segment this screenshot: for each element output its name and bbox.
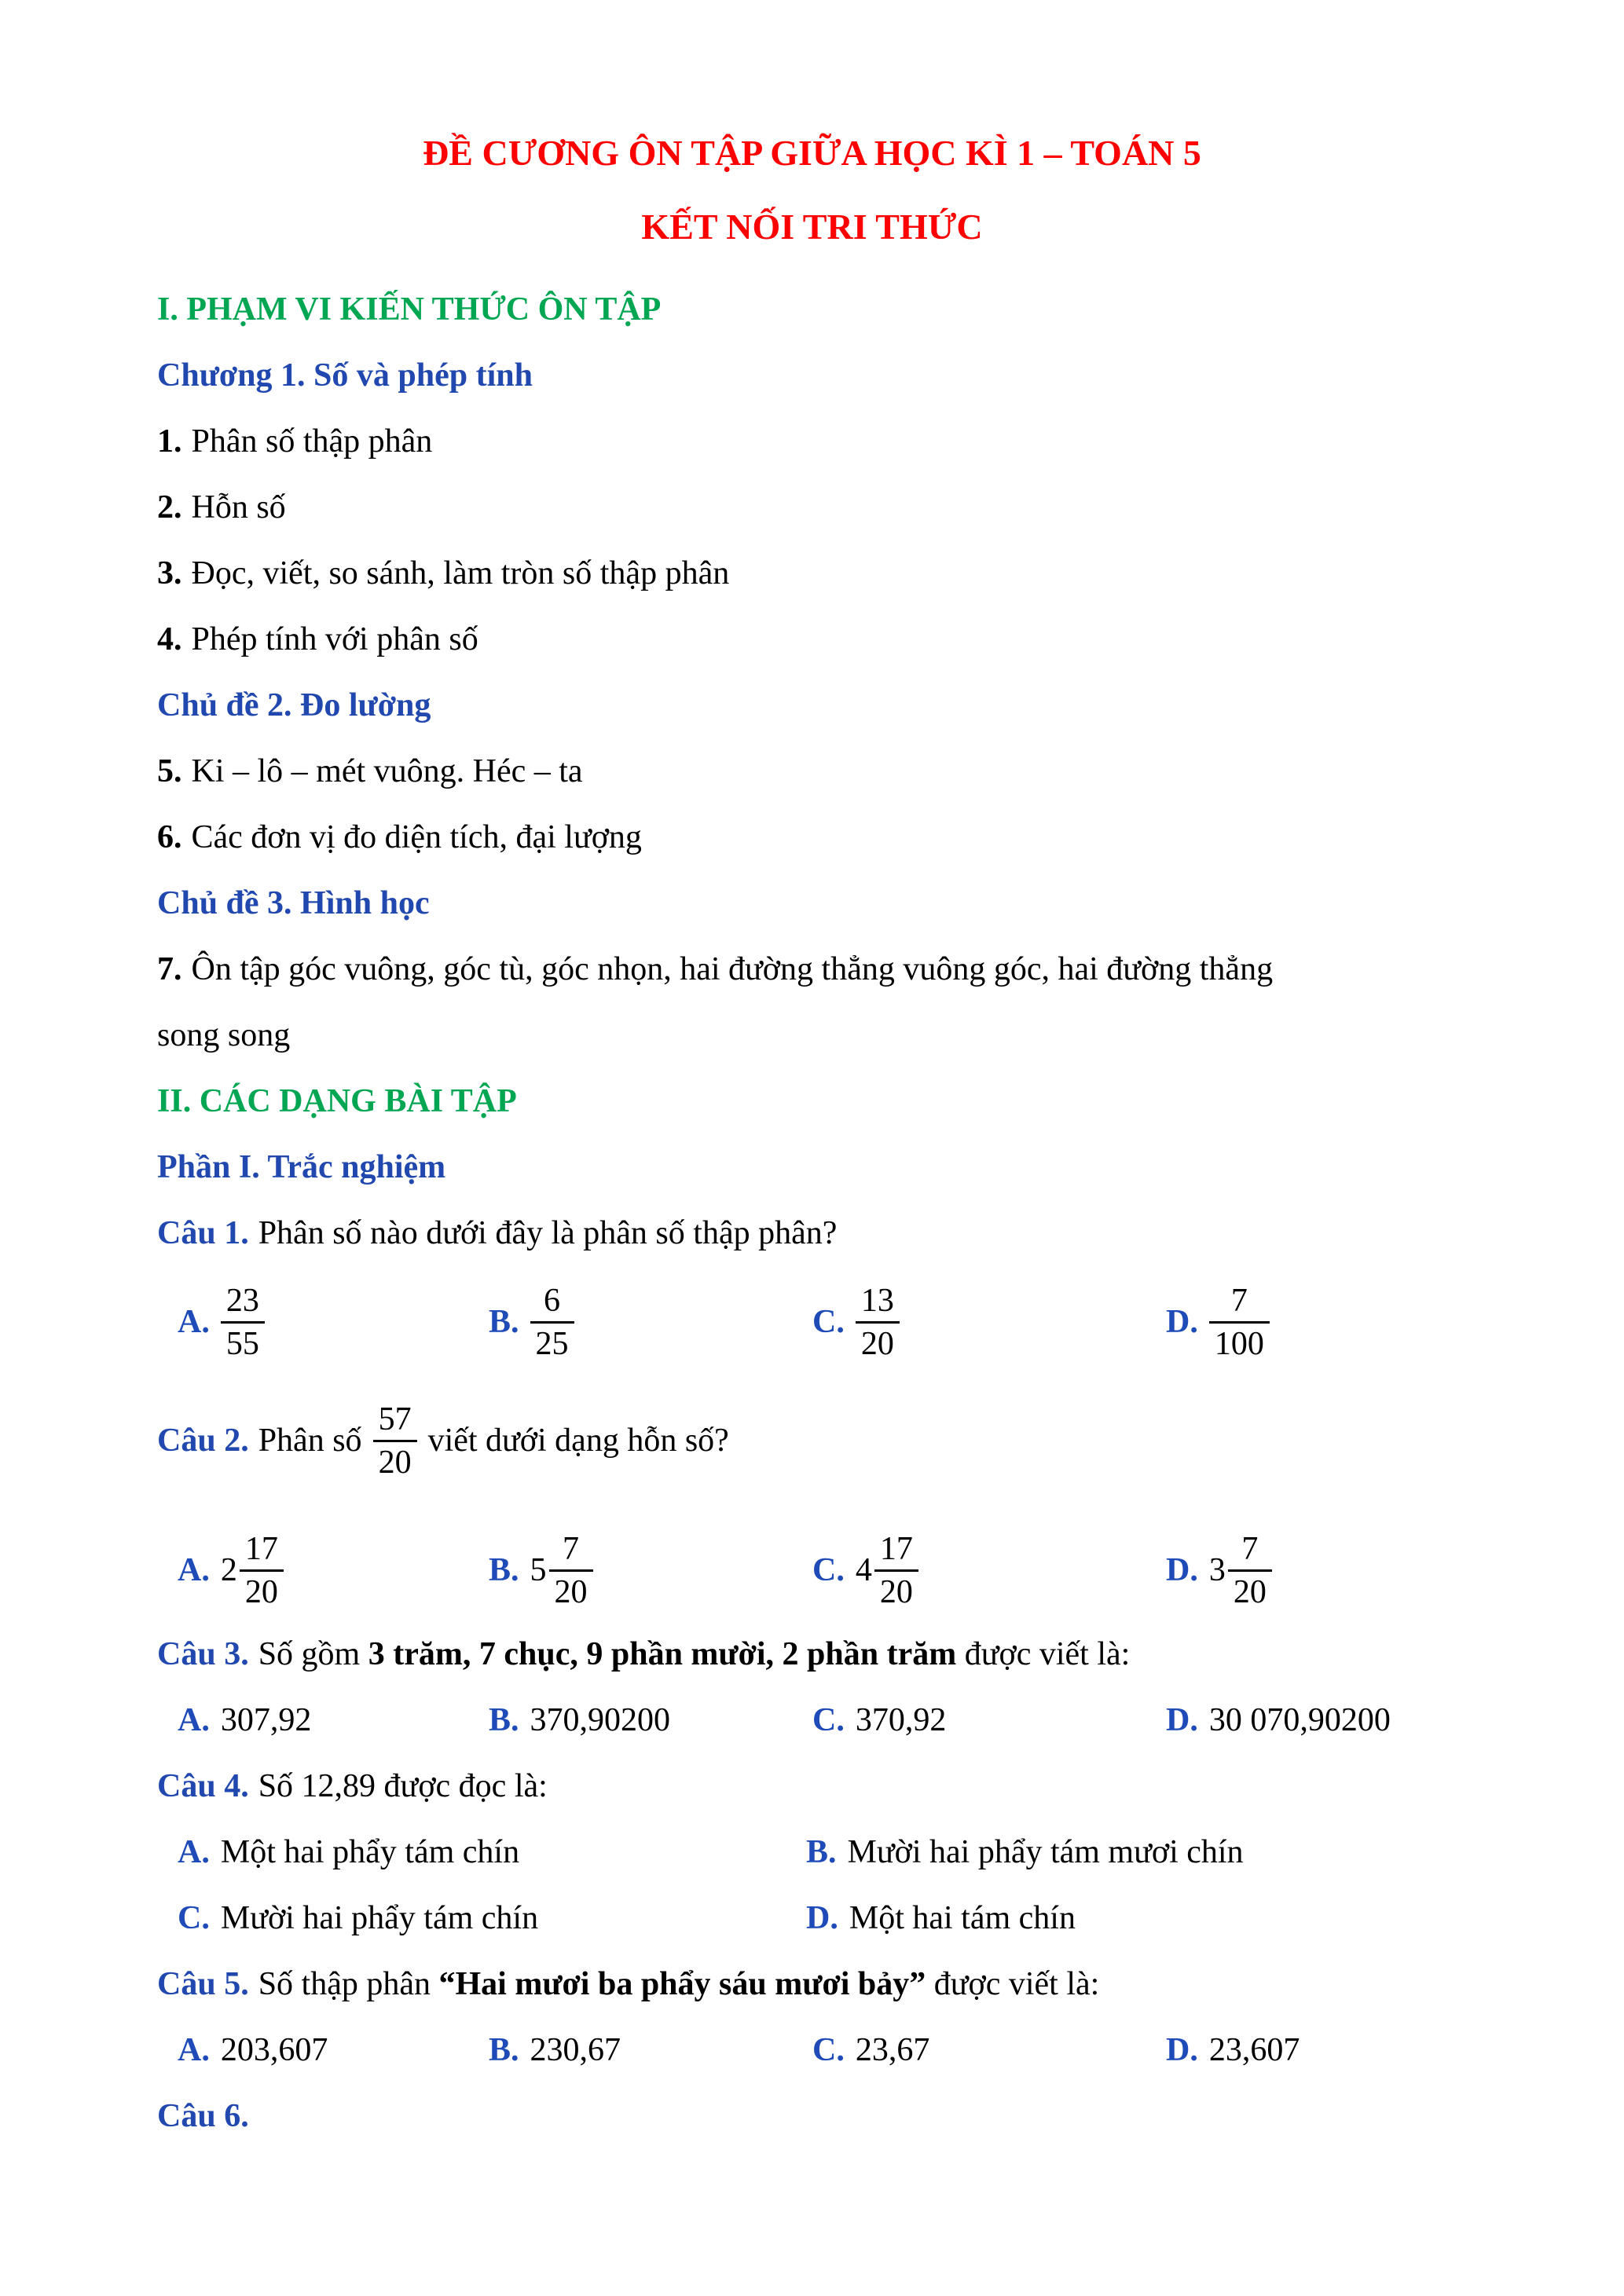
option-b (489, 1701, 812, 1739)
fraction-denominator: 55 (221, 1321, 265, 1364)
fraction-numerator: 7 (1230, 1282, 1248, 1319)
question-2 (157, 1393, 1467, 1488)
question-text-bold: “Hai mươi ba phẩy sáu mươi bảy” (438, 1966, 926, 2002)
fraction (874, 1529, 918, 1613)
question-3 (157, 1621, 1467, 1687)
option-letter: A. (178, 1552, 210, 1588)
option-letter: C. (812, 1702, 845, 1738)
item-number: 5. (157, 753, 182, 789)
option-letter: A. (178, 2032, 210, 2068)
option-a (178, 1280, 489, 1364)
inline-fraction (373, 1399, 417, 1483)
item-text: Các đơn vị đo diện tích, đại lượng (191, 819, 642, 855)
question-label: Câu 3. (157, 1636, 249, 1672)
list-item-4 (157, 606, 1467, 672)
option-letter: A. (178, 1834, 210, 1870)
question-text: Số 12,89 được đọc là: (258, 1768, 548, 1804)
fraction (549, 1529, 593, 1613)
mixed-number-whole: 4 (855, 1552, 872, 1588)
chapter3-heading: Chủ đề 3. Hình học (157, 885, 430, 921)
item-text: Đọc, viết, so sánh, làm tròn số thập phân (191, 555, 730, 591)
option-b (806, 1833, 1467, 1871)
option-letter: D. (806, 1900, 838, 1936)
list-item-2 (157, 474, 1467, 540)
fraction-denominator: 20 (1228, 1569, 1272, 1613)
fraction (1209, 1280, 1270, 1364)
option-letter: D. (1166, 1702, 1198, 1738)
question-4-options-row-2 (157, 1885, 1467, 1951)
option-d (1166, 1701, 1467, 1739)
fraction-numerator: 6 (544, 1282, 561, 1319)
question-label: Câu 6. (157, 2098, 249, 2134)
question-1 (157, 1200, 1467, 1266)
fraction-numerator: 7 (1241, 1530, 1259, 1567)
question-label: Câu 5. (157, 1966, 249, 2002)
option-letter: D. (1166, 2032, 1198, 2068)
list-item-3 (157, 540, 1467, 606)
item-text: Ki – lô – mét vuông. Héc – ta (191, 753, 583, 789)
question-text-before: Số gồm (258, 1636, 368, 1672)
option-d (1166, 1280, 1467, 1364)
option-c (812, 1280, 1166, 1364)
option-text: 230,67 (530, 2032, 621, 2068)
question-2-options (157, 1519, 1467, 1621)
question-text-before: Phân số (258, 1423, 362, 1459)
option-letter: A. (178, 1702, 210, 1738)
option-a (178, 1833, 806, 1871)
fraction-numerator: 13 (860, 1282, 894, 1319)
option-text: Mười hai phẩy tám chín (220, 1900, 539, 1936)
option-b (489, 2031, 812, 2069)
fraction (240, 1529, 284, 1613)
option-letter: C. (812, 1552, 845, 1588)
fraction-denominator: 20 (549, 1569, 593, 1613)
option-c (812, 1529, 1166, 1613)
question-5 (157, 1951, 1467, 2017)
document-subtitle: KẾT NỐI TRI THỨC (641, 207, 983, 247)
mixed-number-whole: 2 (220, 1552, 237, 1588)
fraction-numerator: 17 (244, 1530, 278, 1567)
item-number: 6. (157, 819, 182, 855)
fraction-denominator: 20 (856, 1321, 900, 1364)
option-a (178, 1529, 489, 1613)
fraction (1228, 1529, 1272, 1613)
option-b (489, 1280, 812, 1364)
option-text: 307,92 (220, 1702, 312, 1738)
option-text: 370,90200 (530, 1702, 671, 1738)
option-c (178, 1899, 806, 1937)
item-number: 7. (157, 951, 182, 987)
item-number: 2. (157, 489, 182, 525)
question-5-options (157, 2017, 1467, 2083)
option-letter: D. (1166, 1304, 1198, 1340)
option-letter: C. (812, 2032, 845, 2068)
fraction-denominator: 20 (874, 1569, 918, 1613)
question-3-options (157, 1687, 1467, 1753)
option-b (489, 1529, 812, 1613)
fraction-denominator: 20 (240, 1569, 284, 1613)
part1-heading: Phần I. Trắc nghiệm (157, 1149, 446, 1185)
fraction (530, 1280, 574, 1364)
item-text: Hỗn số (191, 489, 286, 525)
item-number: 3. (157, 555, 182, 591)
question-6 (157, 2083, 1467, 2149)
option-letter: B. (806, 1834, 837, 1870)
option-letter: C. (812, 1304, 845, 1340)
fraction-numerator: 23 (225, 1282, 259, 1319)
list-item-5 (157, 738, 1467, 804)
document-title: ĐỀ CƯƠNG ÔN TẬP GIỮA HỌC KÌ 1 – TOÁN 5 (423, 133, 1201, 173)
list-item-6 (157, 804, 1467, 870)
section1-heading: I. PHẠM VI KIẾN THỨC ÔN TẬP (157, 291, 662, 328)
question-text-after: được viết là: (926, 1966, 1100, 2002)
option-text: Mười hai phẩy tám mươi chín (847, 1834, 1244, 1870)
option-text: Một hai phẩy tám chín (220, 1834, 520, 1870)
option-d (1166, 1529, 1467, 1613)
option-letter: D. (1166, 1552, 1198, 1588)
chapter1-heading: Chương 1. Số và phép tính (157, 357, 533, 394)
list-item-7 (157, 936, 1467, 1002)
option-letter: B. (489, 2032, 519, 2068)
fraction (221, 1280, 265, 1364)
item-text: Phép tính với phân số (191, 621, 478, 657)
question-1-options (157, 1271, 1467, 1373)
option-a (178, 2031, 489, 2069)
question-label: Câu 4. (157, 1768, 249, 1804)
option-text: Một hai tám chín (849, 1900, 1076, 1936)
list-item-1 (157, 408, 1467, 474)
fraction-numerator: 57 (378, 1401, 412, 1437)
fraction-numerator: 17 (879, 1530, 913, 1567)
fraction (856, 1280, 900, 1364)
option-letter: A. (178, 1304, 210, 1340)
question-text-before: Số thập phân (258, 1966, 439, 2002)
option-a (178, 1701, 489, 1739)
question-label: Câu 2. (157, 1423, 249, 1459)
option-letter: C. (178, 1900, 210, 1936)
question-label: Câu 1. (157, 1215, 249, 1251)
option-text: 23,607 (1208, 2032, 1300, 2068)
question-4 (157, 1753, 1467, 1819)
option-text: 370,92 (855, 1702, 947, 1738)
section2-heading: II. CÁC DẠNG BÀI TẬP (157, 1083, 517, 1119)
mixed-number-whole: 5 (530, 1552, 547, 1588)
option-letter: B. (489, 1702, 519, 1738)
fraction-denominator: 100 (1209, 1321, 1270, 1364)
option-letter: B. (489, 1552, 519, 1588)
option-letter: B. (489, 1304, 519, 1340)
mixed-number-whole: 3 (1208, 1552, 1226, 1588)
fraction-denominator: 20 (373, 1440, 417, 1483)
item-number: 4. (157, 621, 182, 657)
question-4-options-row-1 (157, 1819, 1467, 1885)
item-number: 1. (157, 423, 182, 460)
option-text: 203,607 (220, 2032, 328, 2068)
item-text: Phân số thập phân (191, 423, 433, 460)
option-d (1166, 2031, 1467, 2069)
question-text-bold: 3 trăm, 7 chục, 9 phần mười, 2 phần trăm (368, 1636, 957, 1672)
question-text-after: viết dưới dạng hỗn số? (427, 1423, 729, 1459)
list-item-7-continued: song song (157, 1017, 291, 1053)
option-c (812, 2031, 1166, 2069)
option-d (806, 1899, 1467, 1937)
option-text: 23,67 (855, 2032, 930, 2068)
chapter2-heading: Chủ đề 2. Đo lường (157, 687, 431, 723)
fraction-numerator: 7 (563, 1530, 580, 1567)
fraction-denominator: 25 (530, 1321, 574, 1364)
item-text: Ôn tập góc vuông, góc tù, góc nhọn, hai đường thẳng vuông góc, hai đường thẳng (191, 951, 1274, 987)
question-text: Phân số nào dưới đây là phân số thập phân? (258, 1215, 838, 1251)
question-text-after: được viết là: (956, 1636, 1131, 1672)
option-text: 30 070,90200 (1208, 1702, 1391, 1738)
option-c (812, 1701, 1166, 1739)
